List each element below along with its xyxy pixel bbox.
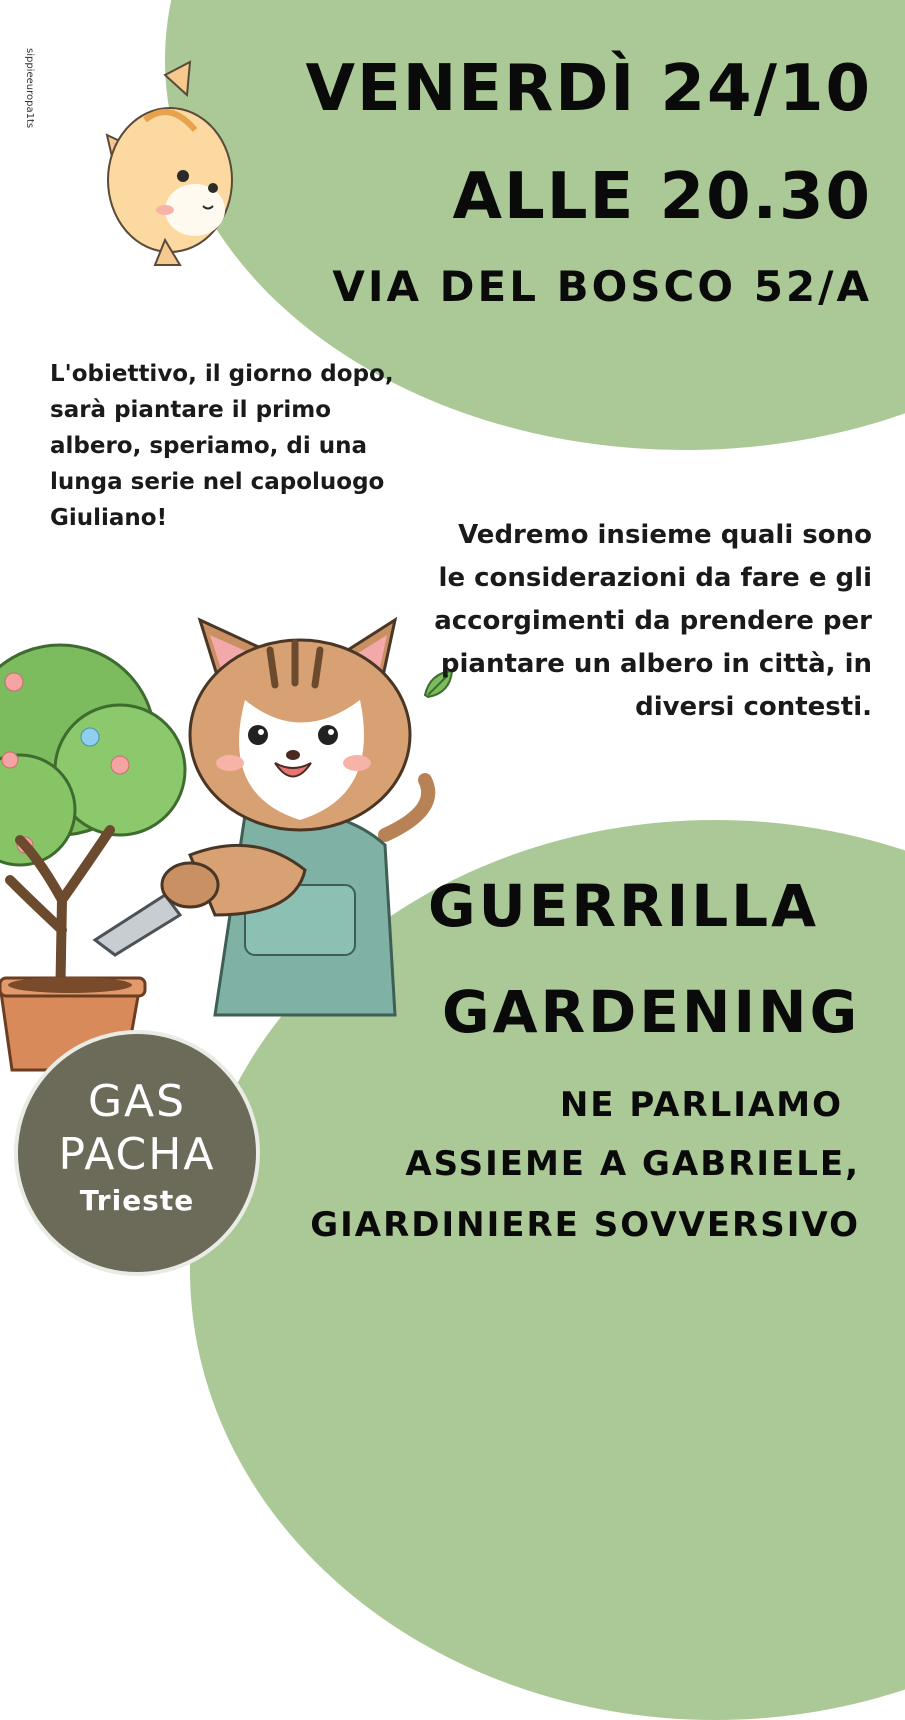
goal-paragraph: L'obiettivo, il giorno dopo, sarà piantare il primo albero, speriamo, di una lunga serie nel capoluogo Giuliano!	[50, 361, 394, 531]
event-time: ALLE 20.30	[452, 160, 872, 234]
speaker-line-3: GIARDINIERE SOVVERSIVO	[310, 1205, 860, 1245]
logo-line-2: PACHA	[58, 1129, 216, 1180]
title-line-2: GARDENING	[442, 978, 861, 1046]
speaker-line-1: NE PARLIAMO	[559, 1085, 843, 1125]
event-address: VIA DEL BOSCO 52/A	[332, 262, 872, 311]
plan-paragraph: Vedremo insieme quali sono le considerazioni da fare e gli accorgimenti da prendere per piantare un albero in città, in diversi contesti.	[434, 520, 872, 722]
watermark: sippieeuropa1ts	[24, 48, 35, 129]
title-line-1: GUERRILLA	[428, 872, 820, 940]
gardening-cat-illustration	[95, 595, 425, 1035]
event-date: VENERDÌ 24/10	[305, 52, 872, 126]
speaker-line-2: ASSIEME A GABRIELE,	[405, 1144, 860, 1184]
logo-line-3: Trieste	[79, 1184, 195, 1217]
logo-line-1: GAS	[87, 1076, 187, 1127]
peeking-cat-illustration	[95, 60, 245, 280]
gas-pacha-logo	[14, 1030, 260, 1276]
